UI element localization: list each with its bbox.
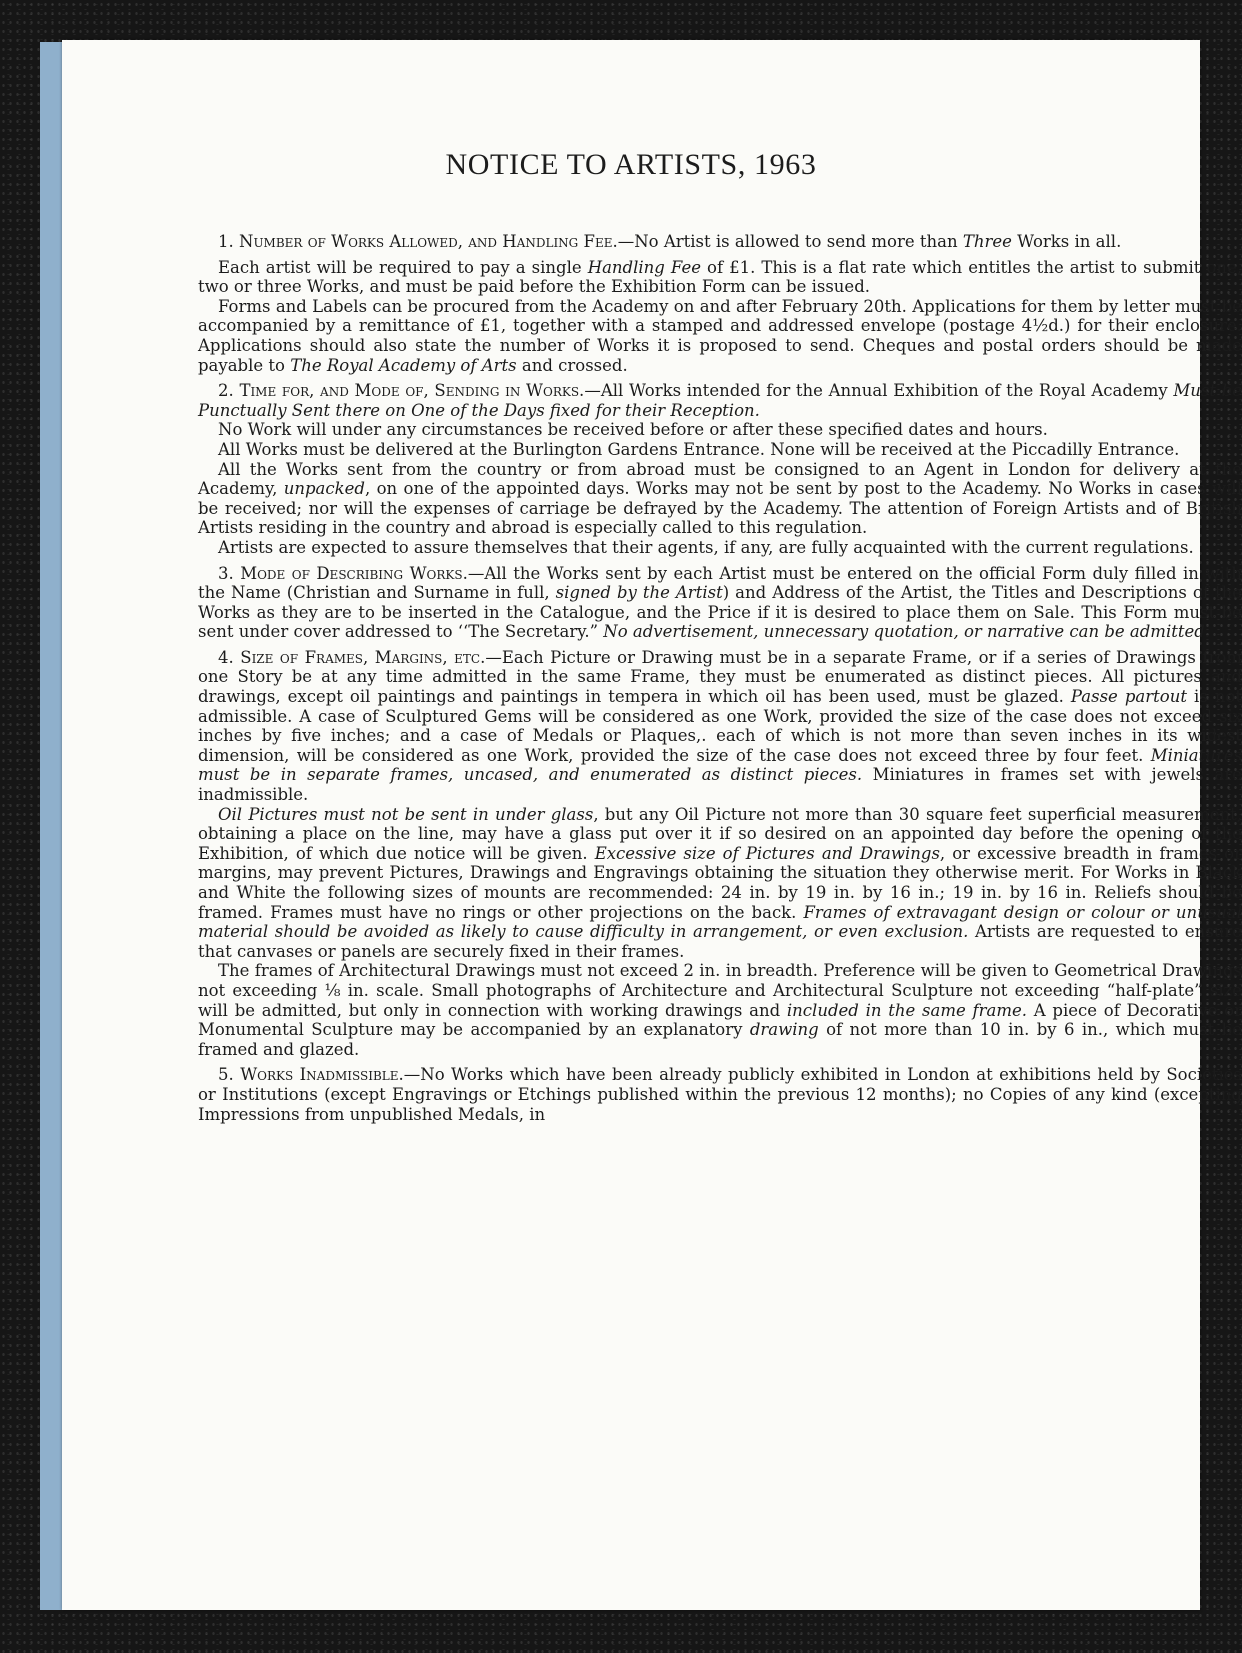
section-1-forms-paragraph: Forms and Labels can be procured from the Academy on and after February 20th. Applications for them by letter must be accompanied by a remittance of £1, together with a stamped and addressed envelope (postage 4½d.) for their enclosure. Applications should also state the number of Works it is proposed to send. Cheques and postal orders should be made payable to The Royal Academy of Arts and crossed. [198, 296, 1242, 375]
section-5-number: 5. [218, 1065, 241, 1085]
section-2-number: 2. [218, 381, 240, 401]
section-3-heading: Mode of Describing Works. [240, 563, 468, 583]
section-4-paragraph: 4. Size of Frames, Margins, etc.—Each Picture or Drawing must be in a separate Frame, or if a series of Drawings from one Story be at any time admitted in the same Frame, they must be enumerated as distinct pieces. All pictures and drawings, except oil paintings and paintings in tempera in which oil has been used, must be glazed. Passe partout is not admissible. A case of Sculptured Gems will be considered as one Work, provided the size of the case does not exceed six inches by five inches; and a case of Medals or Plaques,. each of which is not more than seven inches in its widest dimension, will be considered as one Work, provided the size of the case does not exceed three by four feet. Miniatures must be in separate frames, uncased, and enumerated as distinct pieces. Miniatures in frames set with jewels are inadmissible. [198, 647, 1242, 805]
section-1-handling-fee-paragraph: Each artist will be required to pay a single Handling Fee of £1. This is a flat rate which entitles the artist to submit one, two or three Works, and must be paid before the Exhibition Form can be issued. [198, 257, 1242, 297]
section-4-oil-pictures-paragraph: Oil Pictures must not be sent in under glass, but any Oil Picture not more than 30 square feet superficial measurement, obtaining a place on the line, may have a glass put over it if so desired on an appointed day before the opening of the Exhibition, of which due notice will be given. Excessive size of Pictures and Drawings, or excessive breadth in frames or margins, may prevent Pictures, Drawings and Engravings obtaining the situation they otherwise merit. For Works in Black and White the following sizes of mounts are recommended: 24 in. by 19 in. by 16 in.; 19 in. by 16 in. Reliefs should be framed. Frames must have no rings or other projections on the back. Frames of extravagant design or colour or unusual material should be avoided as likely to cause difficulty in arrangement, or even exclusion. Artists are requested to ensure that canvases or panels are securely fixed in their frames. [198, 804, 1242, 961]
section-2-agent-paragraph: All the Works sent from the country or from abroad must be consigned to an Agent in London for delivery at the Academy, unpacked, on one of the appointed days. Works may not be sent by post to the Academy. No Works in cases will be received; nor will the expenses of carriage be defrayed by the Academy. The attention of Foreign Artists and of British Artists residing in the country and abroad is especially called to this regulation. [198, 459, 1242, 538]
section-4-heading: Size of Frames, Margins, etc. [240, 647, 486, 667]
section-2-heading: Time for, and Mode of, Sending in Works. [239, 381, 585, 401]
section-2-paragraph: 2. Time for, and Mode of, Sending in Works.—All Works intended for the Annual Exhibition of the Royal Academy Must be Punctually Sent there on One of the Days fixed for their Reception. [198, 381, 1242, 420]
section-3-paragraph: 3. Mode of Describing Works.—All the Works sent by each Artist must be entered on the official Form duly filled in with the Name (Christian and Surname in full, signed by the Artist) and Address of the Artist, the Titles and Descriptions of the Works as they are to be inserted in the Catalogue, and the Price if it is desired to place them on Sale. This Form must be sent under cover addressed to ‘‘The Secretary.” No advertisement, unnecessary quotation, or narrative can be admitted. [198, 563, 1242, 642]
section-3-number: 3. [218, 563, 241, 583]
section-2-dates-paragraph: No Work will under any circumstances be received before or after these specified dates and hours. [218, 420, 1048, 440]
section-4-number: 4. [218, 647, 241, 667]
section-2-entrance-paragraph: All Works must be delivered at the Burlington Gardens Entrance. None will be received at the Piccadilly Entrance. [218, 439, 1180, 459]
notice-body [198, 232, 1242, 1124]
section-4-architectural-paragraph: The frames of Architectural Drawings must not exceed 2 in. in breadth. Preference will be given to Geometrical Drawings not exceeding ⅛ in. scale. Small photographs of Architecture and Architectural Sculpture not exceeding “half-plate” size will be admitted, but only in connection with working drawings and included in the same frame. A piece of Decorative or Monumental Sculpture may be accompanied by an explanatory drawing of not more than 10 in. by 6 in., which must be framed and glazed. [198, 961, 1242, 1059]
document-page [62, 40, 1242, 1610]
section-2-regulations-paragraph: Artists are expected to assure themselves that their agents, if any, are fully acquainted with the current regulations. [218, 537, 1194, 557]
section-5-heading: Works Inadmissible. [240, 1065, 404, 1085]
section-1-paragraph: 1. Number of Works Allowed, and Handling Fee.—No Artist is allowed to send more than Three Works in all. [218, 232, 1122, 251]
section-1-number: 1. [218, 232, 239, 251]
section-5-paragraph: 5. Works Inadmissible.—No Works which have been already publicly exhibited in London at exhibitions held by Societies or Institutions (except Engravings or Etchings published within the previous 12 months); no Copies of any kind (excepting Impressions from unpublished Medals, in [198, 1065, 1242, 1124]
section-1-heading: Number of Works Allowed, and Handling Fee. [239, 232, 618, 251]
page-title: NOTICE TO ARTISTS, 1963 [445, 148, 817, 181]
